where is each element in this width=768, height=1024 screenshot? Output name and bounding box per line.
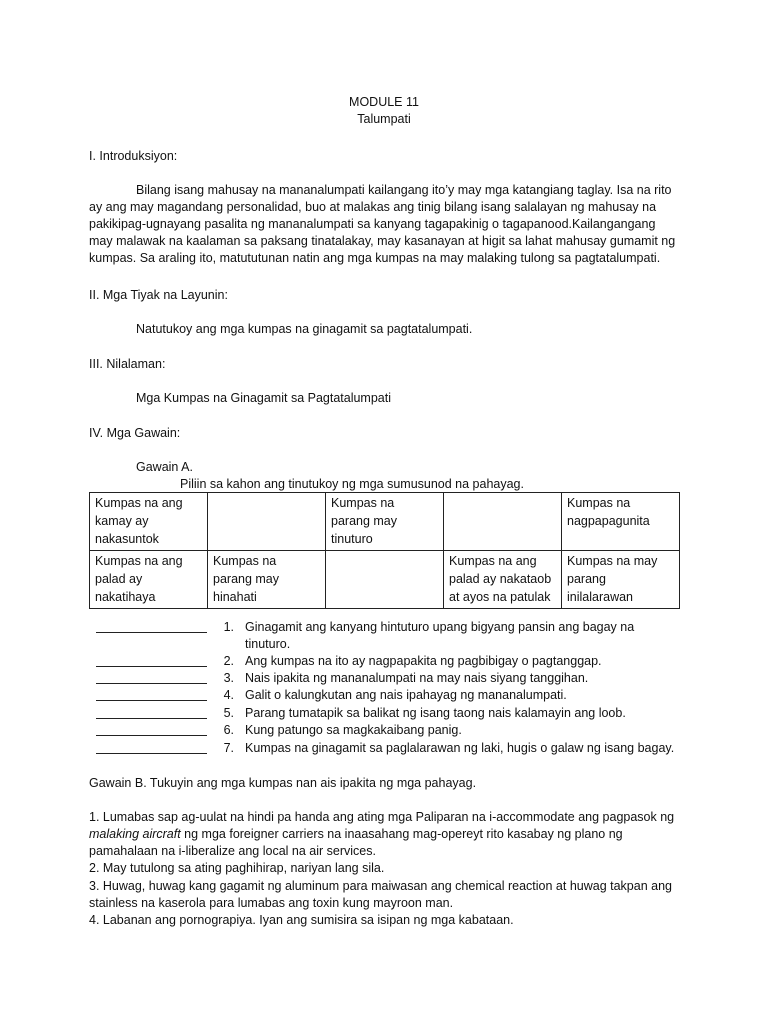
answer-blank — [96, 700, 207, 701]
gawain-b-line: 3. Huwag, huwag kang gagamit ng aluminum para maiwasan ang chemical reaction at huwag takpan ang — [89, 879, 672, 893]
item-number: 6. — [223, 723, 234, 737]
line-text: ng mga foreigner carriers na inaasahang mag-opereyt rito kasabay ng plano ng — [180, 827, 623, 841]
item-number: 2. — [223, 654, 234, 668]
table-row — [90, 551, 680, 609]
item-number: 1. — [223, 620, 234, 634]
gawain-b-line: 2. May tutulong sa ating paghihirap, nariyan lang sila. — [89, 861, 385, 875]
intro-line: may malawak na kaalaman sa paksang tinatalakay, may kasanayan at higit sa lahat mahusay gumamit ng — [89, 234, 676, 248]
gawain-b-line: 1. Lumabas sap ag-uulat na hindi pa handa ang ating mga Paliparan na i-accommodate ang pagpasok ng — [89, 810, 675, 824]
item-text: Galit o kalungkutan ang nais ipahayag ng mananalumpati. — [245, 688, 567, 702]
kumpas-choices-table — [89, 492, 680, 609]
item-text: Nais ipakita ng mananalumpati na may nais siyang tanggihan. — [245, 671, 589, 685]
table-cell — [444, 493, 562, 551]
table-cell — [326, 551, 444, 609]
nilalaman-text: Mga Kumpas na Ginagamit sa Pagtatalumpati — [136, 391, 391, 405]
gawain-a-title: Gawain A. — [136, 460, 193, 474]
item-number: 4. — [223, 688, 234, 702]
intro-heading: I. Introduksiyon: — [89, 149, 178, 163]
item-text: Ang kumpas na ito ay nagpapakita ng pagbibigay o pagtanggap. — [245, 654, 602, 668]
intro-paragraph — [89, 182, 689, 267]
table-cell: Kumpas na may parang inilalarawan — [562, 551, 680, 609]
table-cell: Kumpas na ang kamay ay nakasuntok — [90, 493, 208, 551]
gawain-a-instruction: Piliin sa kahon ang tinutukoy ng mga sumusunod na pahayag. — [180, 477, 524, 491]
item-text: Parang tumatapik sa balikat ng isang taong nais kalamayin ang loob. — [245, 706, 626, 720]
emphasis-text: malaking aircraft — [89, 827, 181, 841]
gawain-b-line: 4. Labanan ang pornograpiya. Iyan ang sumisira sa isipan ng mga kabataan. — [89, 913, 514, 927]
table-row — [90, 493, 680, 551]
gawain-b-line: stainless na kaserola para lumabas ang toxin kung mayroon man. — [89, 896, 454, 910]
item-number: 3. — [223, 671, 234, 685]
table-cell: Kumpas na parang may hinahati — [208, 551, 326, 609]
answer-blank — [96, 632, 207, 633]
intro-line: ay ang may magandang personalidad, buo at malakas ang tinig bilang isang salalayan ng mahusay na — [89, 200, 657, 214]
intro-line: Bilang isang mahusay na mananalumpati kailangang ito’y may mga katangiang taglay. Isa na rito — [136, 183, 672, 197]
intro-line: kumpas. Sa araling ito, matututunan natin ang mga kumpas na may malaking tulong sa pagtatalumpati. — [89, 251, 661, 265]
answer-blank — [96, 666, 207, 667]
intro-line: pakikipag-ugnayang pasalita ng mananalumpati sa kanyang tagapakinig o tagapanood.Kailangangang — [89, 217, 656, 231]
item-text: Kung patungo sa magkakaibang panig. — [245, 723, 462, 737]
answer-blank — [96, 753, 207, 754]
gawain-b-line — [89, 826, 623, 843]
answer-blank — [96, 735, 207, 736]
answer-blank — [96, 718, 207, 719]
answer-blank — [96, 683, 207, 684]
layunin-heading: II. Mga Tiyak na Layunin: — [89, 288, 228, 302]
gawain-heading: IV. Mga Gawain: — [89, 426, 181, 440]
item-text: Ginagamit ang kanyang hintuturo upang bigyang pansin ang bagay na tinuturo. — [245, 620, 635, 651]
item-number: 5. — [223, 706, 234, 720]
table-cell: Kumpas na ang palad ay nakatihaya — [90, 551, 208, 609]
table-cell — [208, 493, 326, 551]
module-number: MODULE 11 — [349, 95, 419, 109]
table-cell: Kumpas na nagpapagunita — [562, 493, 680, 551]
table-cell: Kumpas na ang palad ay nakataob at ayos na patulak — [444, 551, 562, 609]
gawain-b-title: Gawain B. Tukuyin ang mga kumpas nan ais ipakita ng mga pahayag. — [89, 776, 477, 790]
nilalaman-heading: III. Nilalaman: — [89, 357, 166, 371]
item-text: Kumpas na ginagamit sa paglalarawan ng laki, hugis o galaw ng isang bagay. — [245, 741, 675, 755]
gawain-b-line: pamahalaan na i-liberalize ang local na air services. — [89, 844, 376, 858]
layunin-text: Natutukoy ang mga kumpas na ginagamit sa pagtatalumpati. — [136, 322, 473, 336]
module-topic: Talumpati — [357, 112, 411, 126]
item-number: 7. — [223, 741, 234, 755]
table-cell: Kumpas na parang may tinuturo — [326, 493, 444, 551]
